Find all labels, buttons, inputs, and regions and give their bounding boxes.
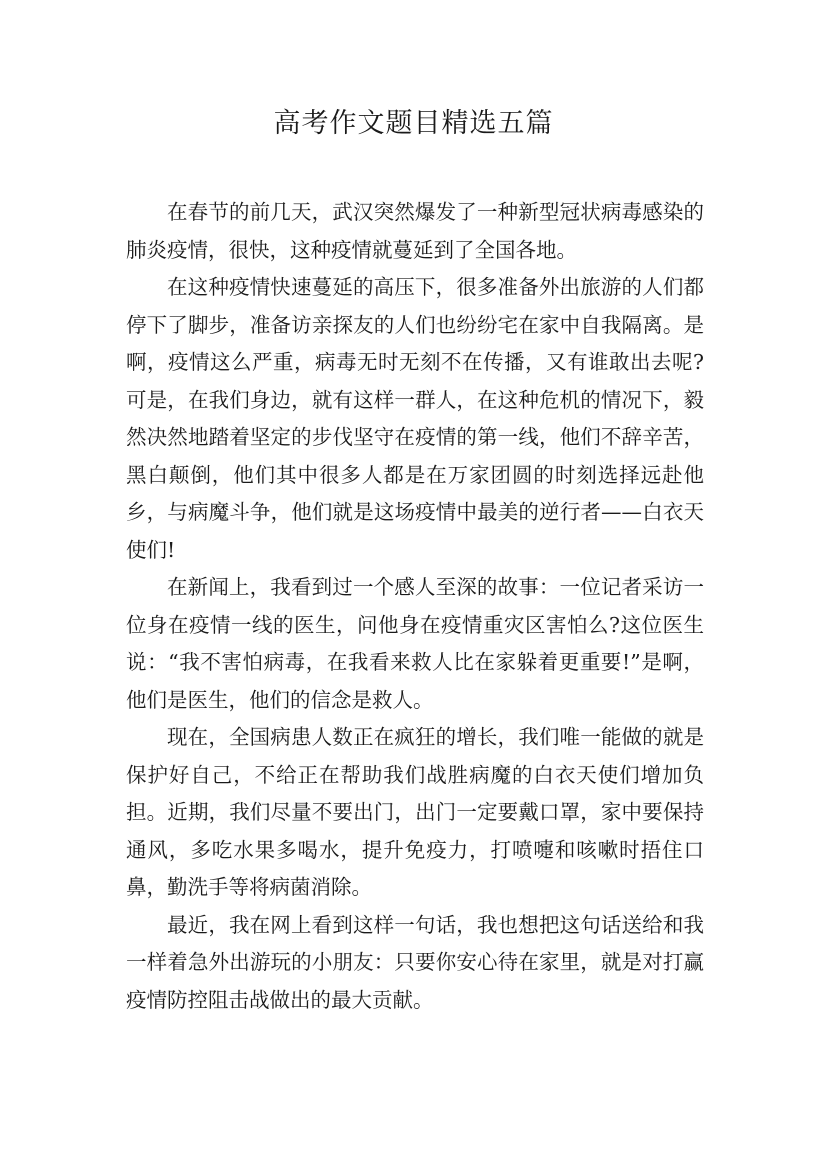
paragraph: 在新闻上，我看到过一个感人至深的故事：一位记者采访一位身在疫情一线的医生，问他身在疫情重灾区害怕么?这位医生说：“我不害怕病毒，在我看来救人比在家躲着更重要!”是啊，他们是医生，他们的信念是救人。 [126,575,704,712]
paragraph: 最近，我在网上看到这样一句话，我也想把这句话送给和我一样着急外出游玩的小朋友：只要你安心待在家里，就是对打赢疫情防控阻击战做出的最大贡献。 [126,912,704,1012]
document-body [126,194,704,1019]
paragraph: 在这种疫情快速蔓延的高压下，很多准备外出旅游的人们都停下了脚步，准备访亲探友的人们也纷纷宅在家中自我隔离。是啊，疫情这么严重，病毒无时无刻不在传播，又有谁敢出去呢?可是，在我们身边，就有这样一群人，在这种危机的情况下，毅然决然地踏着坚定的步伐坚守在疫情的第一线，他们不辞辛苦，黑白颠倒，他们其中很多人都是在万家团圆的时刻选择远赴他乡，与病魔斗争，他们就是这场疫情中最美的逆行者——白衣天使们! [126,275,704,562]
document-title: 高考作文题目精选五篇 [273,108,554,139]
paragraph: 现在，全国病患人数正在疯狂的增长，我们唯一能做的就是保护好自己，不给正在帮助我们战胜病魔的白衣天使们增加负担。近期，我们尽量不要出门，出门一定要戴口罩，家中要保持通风，多吃水果多喝水，提升免疫力，打喷嚏和咳嗽时捂住口鼻，勤洗手等将病菌消除。 [126,725,704,899]
paragraph: 在春节的前几天，武汉突然爆发了一种新型冠状病毒感染的肺炎疫情，很快，这种疫情就蔓延到了全国各地。 [126,200,704,262]
